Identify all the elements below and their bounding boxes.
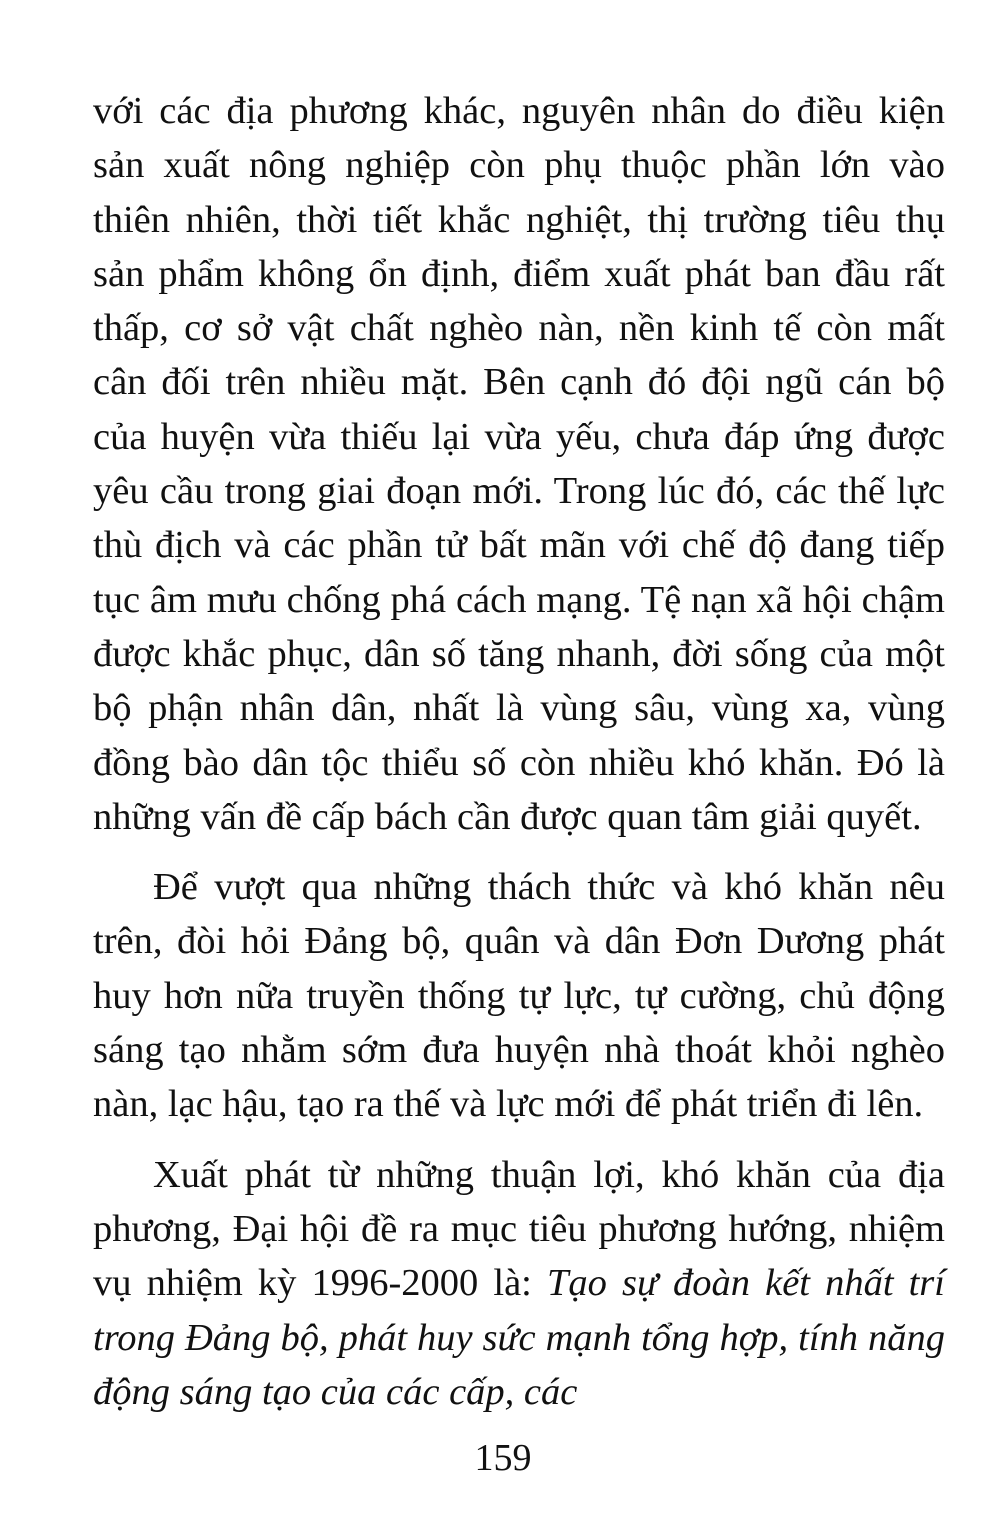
paragraph-3 [93, 1148, 945, 1419]
paragraph-2: Để vượt qua những thách thức và khó khăn nêu trên, đòi hỏi Đảng bộ, quân và dân Đơn Dương phát huy hơn nữa truyền thống tự lực, tự cường, chủ động sáng tạo nhằm sớm đưa huyện nhà thoát khỏi nghèo nàn, lạc hậu, tạo ra thế và lực mới để phát triển đi lên. [93, 866, 945, 1126]
page-number: 159 [474, 1437, 532, 1479]
paragraph-3-italic-text: Tạo sự đoàn kết nhất trí trong Đảng bộ, phát huy sức mạnh tổng hợp, tính năng động sáng tạo của các cấp, các [93, 1262, 945, 1413]
page-body [93, 84, 945, 1419]
paragraph-1: với các địa phương khác, nguyên nhân do điều kiện sản xuất nông nghiệp còn phụ thuộc phần lớn vào thiên nhiên, thời tiết khắc nghiệt, thị trường tiêu thụ sản phẩm không ổn định, điểm xuất phát ban đầu rất thấp, cơ sở vật chất nghèo nàn, nền kinh tế còn mất cân đối trên nhiều mặt. Bên cạnh đó đội ngũ cán bộ của huyện vừa thiếu lại vừa yếu, chưa đáp ứng được yêu cầu trong giai đoạn mới. Trong lúc đó, các thế lực thù địch và các phần tử bất mãn với chế độ đang tiếp tục âm mưu chống phá cách mạng. Tệ nạn xã hội chậm được khắc phục, dân số tăng nhanh, đời sống của một bộ phận nhân dân, nhất là vùng sâu, vùng xa, vùng đồng bào dân tộc thiểu số còn nhiều khó khăn. Đó là những vấn đề cấp bách cần được quan tâm giải quyết. [93, 90, 945, 838]
paragraph-3-regular-text: Xuất phát từ những thuận lợi, khó khăn của địa phương, Đại hội đề ra mục tiêu phương hướng, nhiệm vụ nhiệm kỳ 1996-2000 là: [93, 1153, 945, 1305]
